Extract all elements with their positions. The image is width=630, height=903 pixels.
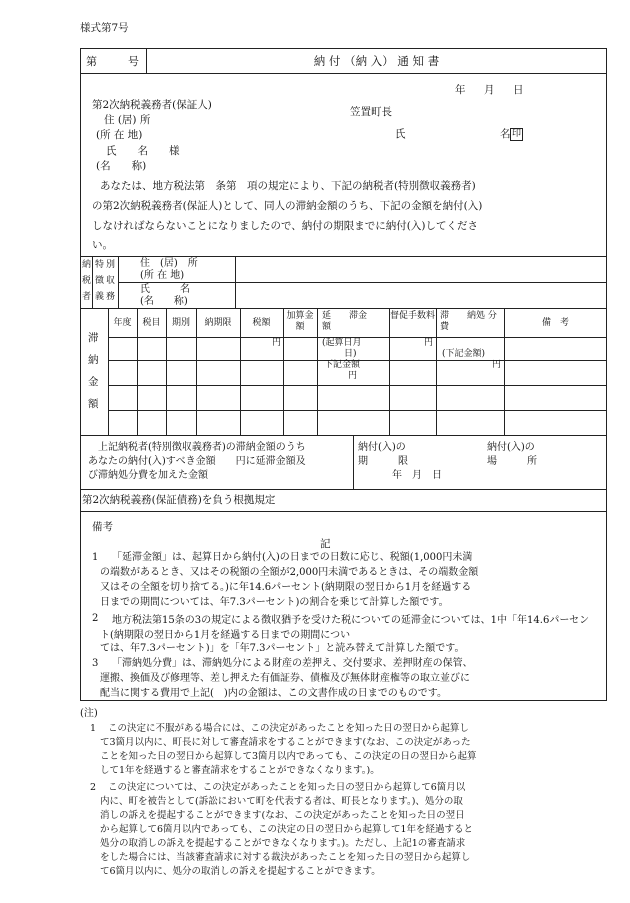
summary-line-2: あなたの納付(入)すべき金額 円に延滞金額及 bbox=[88, 456, 306, 467]
deadline-date: 年 月 日 bbox=[392, 470, 442, 481]
note-1-num: 1 bbox=[90, 723, 97, 734]
addressee-name-alt: (名 称) bbox=[96, 160, 147, 172]
remarks-label: 備考 bbox=[92, 521, 113, 533]
taxpayer-sub-1: 特 bbox=[95, 260, 105, 270]
taxpayer-sub-3: 徴 bbox=[95, 276, 105, 286]
disposal-unit: 円 bbox=[492, 360, 502, 370]
arrears-side-2: 納 bbox=[88, 354, 99, 366]
remarks-ki: 記 bbox=[320, 538, 331, 550]
taxpayer-sub-4: 収 bbox=[106, 276, 116, 286]
taxpayer-address-alt: (所 在 地) bbox=[140, 270, 185, 281]
taxpayer-sub-6: 務 bbox=[106, 292, 116, 302]
taxpayer-name-alt: (名 称) bbox=[140, 296, 188, 307]
taxpayer-sub-5: 義 bbox=[95, 292, 105, 302]
tax-unit: 円 bbox=[272, 338, 282, 348]
taxpayer-side-3: 者 bbox=[82, 292, 92, 302]
place-label-1: 納付(入)の bbox=[487, 442, 535, 453]
taxpayer-sub-2: 別 bbox=[106, 260, 116, 270]
delay-note-4: 円 bbox=[348, 371, 358, 381]
col-additional-tax: 加算金額 bbox=[286, 311, 314, 332]
issuer-name-label: 氏 bbox=[395, 128, 406, 140]
note-2-line-5: 処分の取消しの訴えを提起することができなくなります。)。ただし、上記1の審査請求 bbox=[100, 838, 466, 849]
remark-3-line-3: 配当に関する費用で上記( )内の金額は、この文書作成の日までのものです。 bbox=[100, 688, 448, 699]
addressee-address: 住 (居) 所 bbox=[104, 114, 151, 126]
number-suffix: 号 bbox=[128, 55, 139, 68]
issuer-name-suffix: 名 bbox=[500, 128, 511, 140]
delay-note-1: (起算日月 bbox=[322, 338, 362, 348]
seal-mark: 印 bbox=[511, 129, 521, 139]
fee-unit: 円 bbox=[424, 338, 434, 348]
remark-1-line-1: 「延滞金額」は、起算日から納付(入)の日までの日数に応じ、税額(1,000円未満 bbox=[112, 552, 473, 563]
notes-label: (注) bbox=[80, 708, 98, 719]
remark-2-line-1: 地方税法第15条の3の規定による徴収猶予を受けた税についての延滞金については、1中「年14.6パーセント(納期限の翌日から1月を経過する日までの期間につい bbox=[100, 615, 590, 641]
addressee-name: 氏 名 様 bbox=[106, 145, 180, 157]
note-2-num: 2 bbox=[90, 782, 97, 793]
note-2-line-4: から起算して6箇月以内であっても、この決定の日の翌日から起算して1年を経過すると bbox=[100, 824, 473, 835]
note-1-line-4: して1年を経過すると審査請求をすることができなくなります。)。 bbox=[100, 765, 380, 776]
col-tax-amount: 税額 bbox=[252, 318, 271, 328]
date-month: 月 bbox=[484, 84, 495, 96]
summary-line-1: 上記納税者(特別徴収義務者)の滞納金額のうち bbox=[98, 442, 306, 453]
col-tax-item: 税目 bbox=[142, 318, 161, 328]
col-delay-charge: 延 滞金 額 bbox=[322, 311, 386, 332]
remark-2-line-2: ては、年7.3パーセント)」を「年7.3パーセント」と読み替えて計算した額です。 bbox=[100, 643, 465, 654]
note-2-line-2: 内に、町を被告として(訴訟において町を代表する者は、町長となります。)、処分の取 bbox=[100, 796, 463, 807]
taxpayer-name: 氏 名 bbox=[140, 284, 190, 295]
col-disposal-cost: 滞 納処 分 費 bbox=[440, 311, 497, 332]
date-year: 年 bbox=[455, 84, 466, 96]
deadline-label-1: 納付(入)の bbox=[358, 442, 406, 453]
body-line-3: しなければならないことになりましたので、納付の期限までに納付(入)してくださ bbox=[92, 220, 478, 232]
note-1-line-3: ことを知った日の翌日から起算して3箇月以内であっても、この決定の日の翌日から起算 bbox=[100, 751, 477, 762]
form-label: 様式第7号 bbox=[80, 22, 129, 34]
note-1-line-2: て3箇月以内に、町長に対して審査請求をすることができます(なお、この決定があった bbox=[100, 737, 471, 748]
remark-1-line-4: 日までの期間については、年7.3パーセント)の割合を乗じて計算した額です。 bbox=[100, 597, 449, 608]
delay-note-2: 日) bbox=[344, 349, 357, 359]
remark-1-line-2: の端数があるとき、又はその税額の全額が2,000円未満であるときは、その端数金額 bbox=[100, 567, 479, 578]
addressee-address-alt: (所 在 地) bbox=[96, 129, 143, 141]
col-fiscal-year: 年度 bbox=[113, 318, 132, 328]
col-reminder-fee: 督促手数料 bbox=[389, 311, 435, 321]
note-2-line-7: て6箇月以内に、処分の取消しの訴えを提起することができます。 bbox=[100, 866, 381, 877]
body-line-2: の第2次納税義務者(保証人)として、同人の滞納金額のうち、下記の金額を納付(入) bbox=[92, 200, 483, 212]
note-2-line-6: をした場合には、当該審査請求に対する裁決があったことを知った日の翌日から起算し bbox=[100, 852, 471, 863]
date-day: 日 bbox=[513, 84, 524, 96]
number-prefix: 第 bbox=[86, 55, 97, 68]
issuer-title: 笠置町長 bbox=[350, 106, 392, 118]
basis-label: 第2次納税義務(保証債務)を負う根拠規定 bbox=[82, 494, 276, 506]
arrears-side-3: 金 bbox=[88, 376, 99, 388]
remark-3-num: 3 bbox=[92, 658, 99, 669]
note-2-line-1: この決定については、この決定があったことを知った日の翌日から起算して6箇月以 bbox=[108, 782, 466, 793]
note-2-line-3: 消しの訴えを提起することができます(なお、この決定があったことを知った日の翌日 bbox=[100, 810, 465, 821]
col-period: 期別 bbox=[171, 318, 190, 328]
body-line-4: い。 bbox=[92, 239, 113, 251]
deadline-label-2: 期 限 bbox=[358, 456, 408, 467]
remark-1-num: 1 bbox=[92, 552, 99, 563]
taxpayer-side-2: 税 bbox=[82, 276, 92, 286]
remark-1-line-3: 又はその全額を切り捨てる。)に年14.6パーセント(納期限の翌日から1月を経過する bbox=[100, 582, 472, 593]
arrears-side-4: 額 bbox=[88, 398, 99, 410]
col-due-date: 納期限 bbox=[204, 318, 232, 328]
document-title: 納 付 （納 入） 通 知 書 bbox=[313, 54, 440, 68]
summary-line-3: び滞納処分費を加えた金額 bbox=[88, 470, 208, 481]
remark-3-line-2: 運搬、換価及び修理等、差し押えた有価証券、債権及び無体財産権等の取立並びに bbox=[100, 673, 470, 684]
delay-note-3: 下記金額 bbox=[324, 360, 361, 370]
disposal-note: (下記金額) bbox=[442, 349, 486, 359]
place-label-2: 場 所 bbox=[487, 456, 537, 467]
arrears-side-1: 滞 bbox=[88, 332, 99, 344]
addressee-role: 第2次納税義務者(保証人) bbox=[92, 99, 212, 111]
taxpayer-address: 住 (居) 所 bbox=[140, 258, 198, 269]
remark-2-num: 2 bbox=[92, 613, 99, 624]
taxpayer-side-1: 納 bbox=[82, 260, 92, 270]
note-1-line-1: この決定に不服がある場合には、この決定があったことを知った日の翌日から起算し bbox=[108, 723, 469, 734]
body-line-1: あなたは、地方税法第 条第 項の規定により、下記の納税者(特別徴収義務者) bbox=[100, 180, 476, 192]
col-remarks: 備 考 bbox=[541, 318, 569, 328]
remark-3-line-1: 「滞納処分費」は、滞納処分による財産の差押え、交付要求、差押財産の保管、 bbox=[112, 658, 473, 669]
